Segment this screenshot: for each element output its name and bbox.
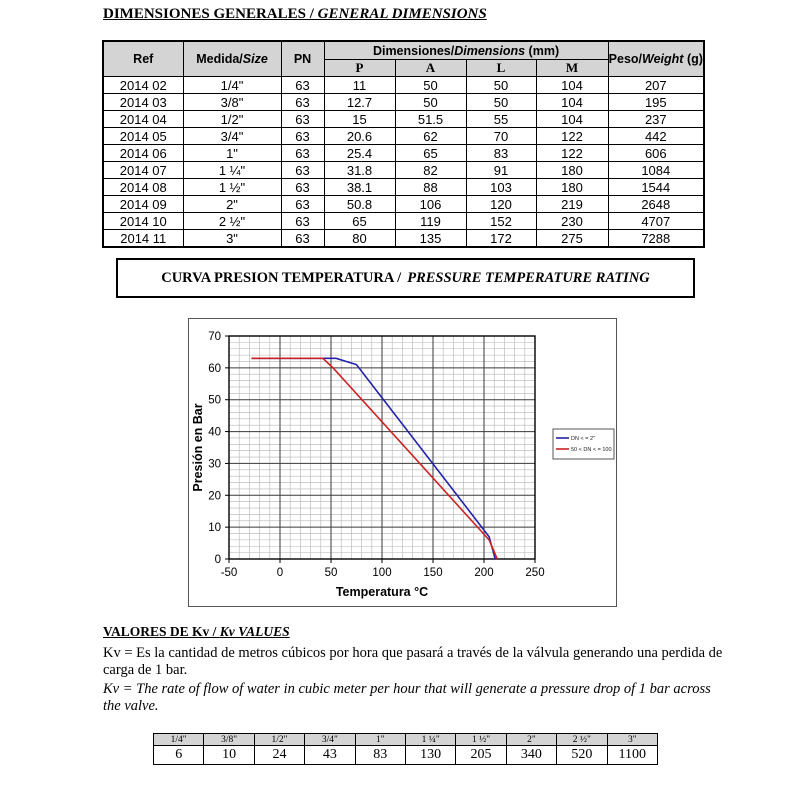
pressure-temperature-chart [188,318,617,607]
table-row [103,128,704,145]
col-header-weight-es: Peso/ [608,52,643,66]
cell: 1544 [608,179,704,196]
col-header-p: P [324,60,395,77]
cell: 1084 [608,162,704,179]
major-grid [229,336,535,559]
cell: 63 [281,128,324,145]
cell: 88 [395,179,466,196]
x-tick-label: 200 [474,567,494,579]
cell: 70 [466,128,536,145]
cell: 106 [395,196,466,213]
kv-value-cell: 10 [204,746,254,765]
col-header-l: L [466,60,536,77]
kv-size-cell: 1/2" [254,734,304,746]
col-header-weight-unit: (g) [683,52,703,66]
kv-value-cell: 340 [506,746,556,765]
cell: 55 [466,111,536,128]
kv-size-cell: 3/4" [305,734,355,746]
cell: 2" [183,196,281,213]
cell: 1/4" [183,77,281,94]
cell: 606 [608,145,704,162]
cell: 51.5 [395,111,466,128]
table-row [103,145,704,162]
cell: 25.4 [324,145,395,162]
table-row [103,94,704,111]
kv-value-cell: 520 [557,746,607,765]
cell: 2014 05 [103,128,183,145]
x-tick-label: -50 [220,567,238,579]
y-tick-label: 50 [208,394,221,407]
kv-size-cell: 1 ½" [456,734,506,746]
x-tick-label: 50 [324,567,338,579]
cell: 63 [281,162,324,179]
kv-values-row [154,746,658,765]
cell: 2014 10 [103,213,183,230]
kv-title-en: Kv VALUES [219,624,290,639]
y-axis-title: Presión en Bar [191,403,205,492]
legend-label: DN < = 2" [571,436,595,442]
y-tick-label: 40 [208,426,221,439]
kv-title-es: VALORES DE Kv / [103,624,220,639]
col-header-pn-label: PN [293,52,312,66]
kv-value-cell: 24 [254,746,304,765]
col-header-size-es: Medida/ [196,52,243,66]
cell: 83 [466,145,536,162]
cell: 2014 03 [103,94,183,111]
cell: 38.1 [324,179,395,196]
table-row [103,77,704,94]
cell: 1 ½" [183,179,281,196]
cell: 65 [324,213,395,230]
col-header-a: A [395,60,466,77]
table-row [103,111,704,128]
cell: 180 [536,162,608,179]
cell: 2014 09 [103,196,183,213]
x-axis-title: Temperatura °C [335,585,429,599]
page-title-en: GENERAL DIMENSIONS [317,6,487,22]
table-row [103,230,704,248]
table-row [103,179,704,196]
chart-legend [553,429,614,459]
x-tick-label: 0 [276,567,284,579]
cell: 120 [466,196,536,213]
table-row [103,213,704,230]
cell: 237 [608,111,704,128]
kv-values-table [153,733,658,765]
cell: 3/4" [183,128,281,145]
col-header-pn [281,41,324,77]
kv-description-es: Kv = Es la cantidad de metros cúbicos por hora que pasará a través de la válvula generando una perdida de carga de 1 bar. [103,645,723,678]
cell: 50 [395,77,466,94]
cell: 2014 07 [103,162,183,179]
cell: 103 [466,179,536,196]
series-line-0 [251,358,495,559]
y-tick-label: 0 [214,554,221,566]
cell: 63 [281,230,324,248]
cell: 11 [324,77,395,94]
cell: 62 [395,128,466,145]
cell: 2 ½" [183,213,281,230]
cell: 63 [281,145,324,162]
kv-sizes-row [154,734,658,746]
cell: 2648 [608,196,704,213]
cell: 2014 08 [103,179,183,196]
page-title [103,6,487,23]
col-header-dim-en: Dimensions [454,43,526,58]
col-header-ref [103,41,183,77]
cell: 50 [466,94,536,111]
cell: 275 [536,230,608,248]
cell: 104 [536,77,608,94]
kv-size-cell: 2 ½" [557,734,607,746]
kv-size-cell: 1/4" [154,734,204,746]
cell: 1" [183,145,281,162]
kv-description [103,645,723,715]
cell: 195 [608,94,704,111]
cell: 122 [536,145,608,162]
curve-title-es: CURVA PRESION TEMPERATURA / [161,269,402,286]
cell: 63 [281,213,324,230]
cell: 63 [281,77,324,94]
cell: 230 [536,213,608,230]
kv-section-title [103,624,290,640]
cell: 50.8 [324,196,395,213]
cell: 1 ¼" [183,162,281,179]
x-tick-label: 100 [372,567,392,579]
col-header-weight [608,41,704,77]
cell: 12.7 [324,94,395,111]
cell: 20.6 [324,128,395,145]
kv-size-cell: 3/8" [204,734,254,746]
y-tick-label: 10 [208,522,221,535]
cell: 442 [608,128,704,145]
kv-description-en: Kv = The rate of flow of water in cubic meter per hour that will generate a pressure drop of 1 bar across the valve. [103,681,711,714]
cell: 3/8" [183,94,281,111]
cell: 219 [536,196,608,213]
kv-value-cell: 83 [355,746,405,765]
cell: 2014 04 [103,111,183,128]
cell: 122 [536,128,608,145]
x-tick-label: 150 [423,567,443,579]
table-row [103,162,704,179]
y-tick-label: 20 [208,490,221,503]
kv-size-cell: 3" [607,734,657,746]
cell: 152 [466,213,536,230]
x-tick-label: 250 [525,567,545,579]
cell: 63 [281,94,324,111]
legend-label: 50 < DN < = 100 [571,447,612,453]
col-header-ref-label: Ref [133,52,154,66]
y-tick-label: 30 [208,458,221,471]
cell: 7288 [608,230,704,248]
kv-value-cell: 130 [405,746,455,765]
cell: 15 [324,111,395,128]
kv-size-cell: 1" [355,734,405,746]
cell: 135 [395,230,466,248]
curve-section-title [116,258,695,298]
cell: 31.8 [324,162,395,179]
cell: 172 [466,230,536,248]
cell: 2014 06 [103,145,183,162]
cell: 63 [281,111,324,128]
kv-value-cell: 1100 [607,746,657,765]
kv-size-cell: 2" [506,734,556,746]
cell: 4707 [608,213,704,230]
kv-value-cell: 6 [154,746,204,765]
cell: 3" [183,230,281,248]
col-header-size-en: Size [242,52,268,66]
cell: 63 [281,179,324,196]
col-header-dimensions [324,41,608,60]
col-header-m: M [536,60,608,77]
cell: 2014 11 [103,230,183,248]
page-title-es: DIMENSIONES GENERALES / [103,6,318,22]
chart-svg [189,319,616,606]
cell: 50 [466,77,536,94]
col-header-size [183,41,281,77]
cell: 63 [281,196,324,213]
cell: 104 [536,94,608,111]
cell: 1/2" [183,111,281,128]
col-header-dim-unit: (mm) [525,43,560,58]
dimensions-table [102,40,705,248]
cell: 91 [466,162,536,179]
cell: 180 [536,179,608,196]
curve-title-en: PRESSURE TEMPERATURE RATING [407,269,650,286]
cell: 119 [395,213,466,230]
col-header-dim-es: Dimensiones/ [372,43,455,58]
cell: 2014 02 [103,77,183,94]
cell: 104 [536,111,608,128]
kv-value-cell: 43 [305,746,355,765]
y-tick-label: 70 [208,331,221,343]
cell: 65 [395,145,466,162]
cell: 82 [395,162,466,179]
cell: 50 [395,94,466,111]
cell: 207 [608,77,704,94]
col-header-weight-en: Weight [642,52,684,66]
kv-value-cell: 205 [456,746,506,765]
y-tick-label: 60 [208,362,221,375]
table-row [103,196,704,213]
cell: 80 [324,230,395,248]
kv-size-cell: 1 ¼" [405,734,455,746]
